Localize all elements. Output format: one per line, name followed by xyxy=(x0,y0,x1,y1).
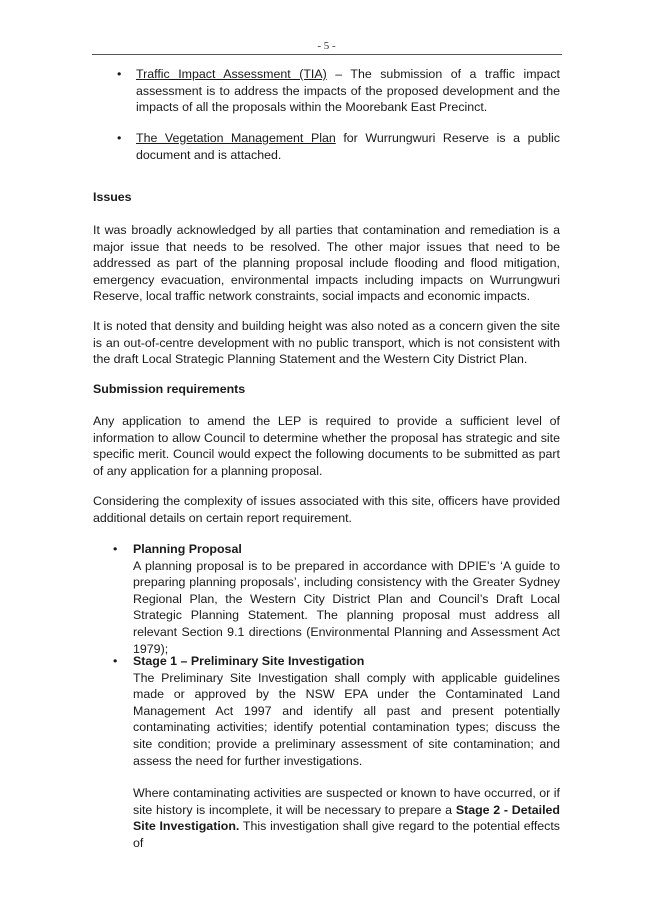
bullet-icon: • xyxy=(117,67,122,81)
issues-paragraph-2: It is noted that density and building height was also noted as a concern given the site is an out-of-centre development with no public transport, which is not consistent with the draft Local Strategic Planning Statement and the Western City District Plan. xyxy=(93,319,560,367)
bullet-icon: • xyxy=(117,131,122,145)
bullet-item-vegetation xyxy=(117,130,560,163)
issues-heading: Issues xyxy=(93,190,132,204)
submission-paragraph-2: Considering the complexity of issues associated with this site, officers have provided additional details on certain report requirement. xyxy=(93,494,560,525)
bullet-item-tia xyxy=(117,66,560,116)
submission-heading: Submission requirements xyxy=(93,382,246,396)
page-number: - 5 - xyxy=(317,40,336,52)
submission-paragraph-1: Any application to amend the LEP is required to provide a sufficient level of information to allow Council to determine whether the proposal has strategic and site specific merit. Council would expect the following documents to be submitted as part of any application for a planning proposal. xyxy=(93,414,560,478)
issues-paragraph-1: It was broadly acknowledged by all parties that contamination and remediation is a major issue that needs to be resolved. The other major issues that need to be addressed as part of the planning proposal include flooding and flood mitigation, emergency evacuation, environmental impacts including impacts on Wurrungwuri Reserve, local traffic network constraints, social impacts and economic impacts. xyxy=(93,223,560,304)
vegetation-description: for Wurrungwuri Reserve is a public document and is attached. xyxy=(136,131,560,162)
requirement-text: The Preliminary Site Investigation shall comply with applicable guidelines made or approved by the NSW EPA under the Contaminated Land Management Act 1997 and identify all past and present potentially contaminating activities; identify potential contamination types; discuss the site condition; provide a preliminary assessment of site contamination; and assess the need for further investigations. xyxy=(133,670,560,768)
requirement-stage-1 xyxy=(113,653,560,852)
requirement-planning-proposal xyxy=(113,541,560,657)
stage-2-text-pre: Where contaminating activities are suspected or known to have occurred, or if site history is incomplete, it will be necessary to prepare a xyxy=(133,786,560,817)
requirement-title: Stage 1 – Preliminary Site Investigation xyxy=(133,654,365,668)
requirement-title: Planning Proposal xyxy=(133,542,242,556)
requirement-text: A planning proposal is to be prepared in accordance with DPIE’s ‘A guide to preparing planning proposals’, including consistency with the Greater Sydney Regional Plan, the Western City District Plan and Council’s Draft Local Strategic Planning Statement. The planning proposal must address all relevant Section 9.1 directions (Environmental Planning and Assessment Act 1979); xyxy=(133,558,560,656)
bullet-icon: • xyxy=(113,654,118,668)
stage-2-text-post: This investigation shall give regard to the potential effects of xyxy=(133,819,561,850)
stage-2-title: Stage 2 - Detailed Site Investigation. xyxy=(133,802,560,834)
stage-2-paragraph xyxy=(133,785,560,851)
header-divider xyxy=(92,54,562,55)
bullet-icon: • xyxy=(113,542,118,556)
vegetation-link-text: The Vegetation Management Plan xyxy=(136,131,336,145)
tia-description: – The submission of a traffic impact assessment is to address the impacts of the proposed development and the impacts of all the proposals within the Moorebank East Precinct. xyxy=(136,67,560,115)
tia-link-text: Traffic Impact Assessment (TIA) xyxy=(136,67,327,81)
